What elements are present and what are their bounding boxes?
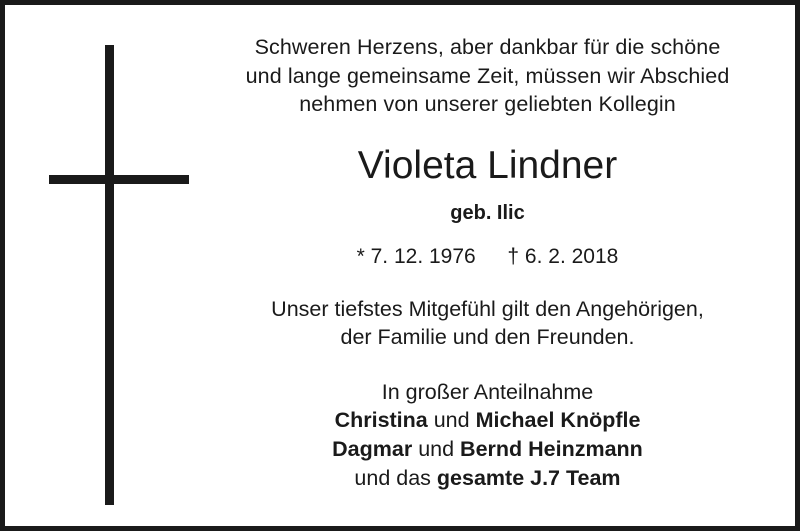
mourner-line [200,406,775,435]
mourner-conjunction: und [427,408,476,433]
sympathy-line: Unser tiefstes Mitgefühl gilt den Angehörigen, [271,296,704,321]
deceased-name: Violeta Lindner [357,143,618,187]
intro-line: und lange gemeinsame Zeit, müssen wir Abschied [245,63,730,88]
notice-inner [5,5,795,526]
sympathy-paragraph [200,295,775,352]
mourner-prefix: und das [354,465,437,490]
maiden-name: geb. Ilic [450,201,525,224]
birth-date: * 7. 12. 1976 [356,244,476,268]
intro-line: Schweren Herzens, aber dankbar für die schöne [254,35,721,59]
mourner-name: Bernd Heinzmann [460,437,643,462]
mourner-name: Michael Knöpfle [475,408,641,433]
latin-cross-icon [45,35,195,505]
mourner-name: Christina [334,408,428,433]
mourner-conjunction: und [412,437,461,462]
closing-block [200,378,775,492]
mourner-name: Dagmar [332,437,413,462]
death-date: † 6. 2. 2018 [507,244,619,268]
sympathy-line: der Familie und den Freunden. [340,325,635,350]
notice-text-block [200,33,775,492]
cross-vertical-bar [105,45,114,505]
cross-horizontal-bar [49,175,189,184]
mourner-name: gesamte J.7 Team [436,465,621,490]
intro-paragraph [200,33,775,119]
closing-intro: In großer Anteilnahme [381,379,594,404]
intro-line: nehmen von unserer geliebten Kollegin [299,92,676,117]
mourner-line [200,435,775,464]
mourner-line [200,464,775,493]
life-dates [200,245,775,269]
